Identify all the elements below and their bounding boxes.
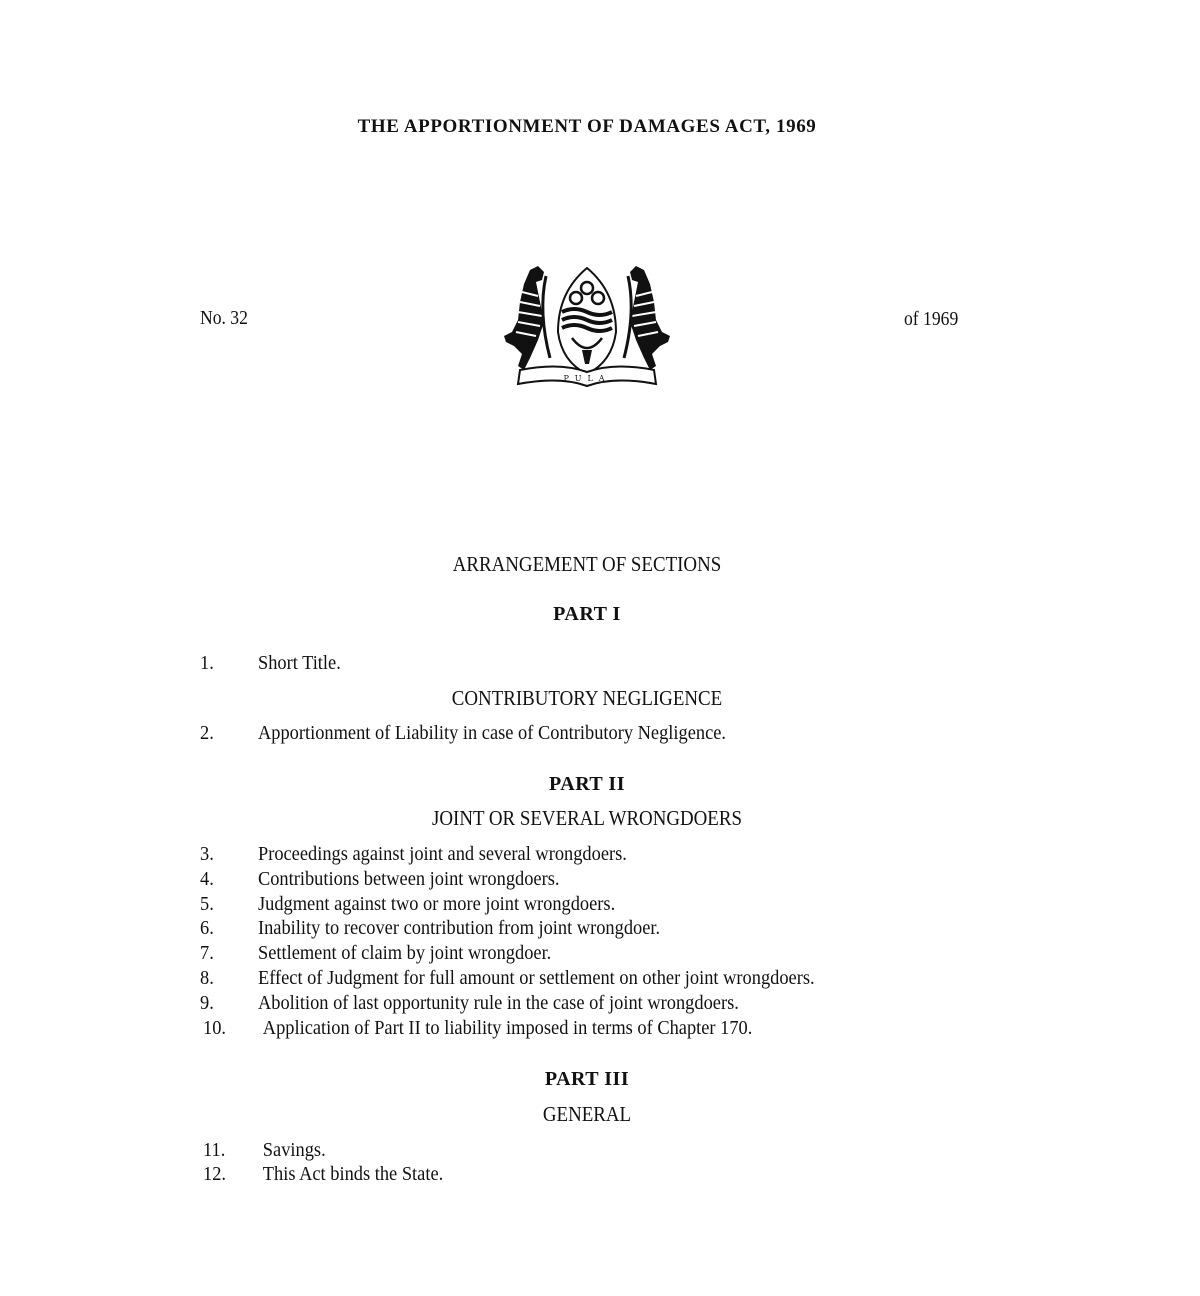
section-number: 11.	[203, 1139, 226, 1161]
section-number: 2.	[200, 722, 214, 744]
section-item	[200, 652, 1028, 675]
section-item	[203, 1163, 1031, 1186]
section-item	[200, 942, 1028, 965]
crest-motto: PULA	[563, 374, 611, 383]
section-number: 5.	[200, 893, 214, 915]
section-number: 9.	[200, 992, 214, 1014]
document-title: THE APPORTIONMENT OF DAMAGES ACT, 1969	[357, 116, 817, 137]
section-item	[200, 992, 1028, 1015]
arrangement-heading: ARRANGEMENT OF SECTIONS	[452, 552, 722, 576]
section-title: Savings.	[262, 1139, 326, 1161]
section-title: This Act binds the State.	[262, 1163, 444, 1185]
section-number: 6.	[200, 917, 214, 939]
coat-of-arms-icon	[500, 262, 674, 392]
act-number: No. 32	[200, 307, 248, 329]
section-title: Apportionment of Liability in case of Contributory Negligence.	[257, 722, 727, 744]
section-title: Settlement of claim by joint wrongdoer.	[257, 942, 552, 964]
part-1-heading: PART I	[553, 603, 621, 625]
section-number: 7.	[200, 942, 214, 964]
section-number: 10.	[203, 1017, 226, 1039]
section-title: Inability to recover contribution from joint wrongdoer.	[257, 917, 661, 939]
section-number: 12.	[203, 1163, 226, 1185]
section-item	[203, 1139, 1031, 1162]
section-item	[200, 967, 1028, 990]
section-item	[200, 893, 1028, 916]
act-year: of 1969	[904, 308, 959, 330]
section-title: Abolition of last opportunity rule in the case of joint wrongdoers.	[257, 992, 739, 1014]
section-number: 4.	[200, 868, 214, 890]
part-2-heading: PART II	[549, 773, 625, 795]
section-number: 3.	[200, 843, 214, 865]
section-number: 8.	[200, 967, 214, 989]
section-item	[200, 722, 1028, 745]
section-title: Contributions between joint wrongdoers.	[257, 868, 560, 890]
section-title: Proceedings against joint and several wrongdoers.	[257, 843, 627, 865]
section-item	[200, 917, 1028, 940]
subheading-joint-wrongdoers: JOINT OR SEVERAL WRONGDOERS	[432, 806, 742, 830]
section-title: Effect of Judgment for full amount or settlement on other joint wrongdoers.	[257, 967, 815, 989]
subheading-general: GENERAL	[542, 1102, 632, 1126]
section-item	[200, 843, 1028, 866]
section-title: Judgment against two or more joint wrongdoers.	[257, 893, 616, 915]
section-number: 1.	[200, 652, 214, 674]
section-item	[200, 868, 1028, 891]
part-3-heading: PART III	[544, 1068, 630, 1090]
section-title: Short Title.	[257, 652, 341, 674]
section-title: Application of Part II to liability imposed in terms of Chapter 170.	[262, 1017, 753, 1039]
section-item	[203, 1017, 1031, 1040]
subheading-contributory-negligence: CONTRIBUTORY NEGLIGENCE	[451, 686, 723, 710]
